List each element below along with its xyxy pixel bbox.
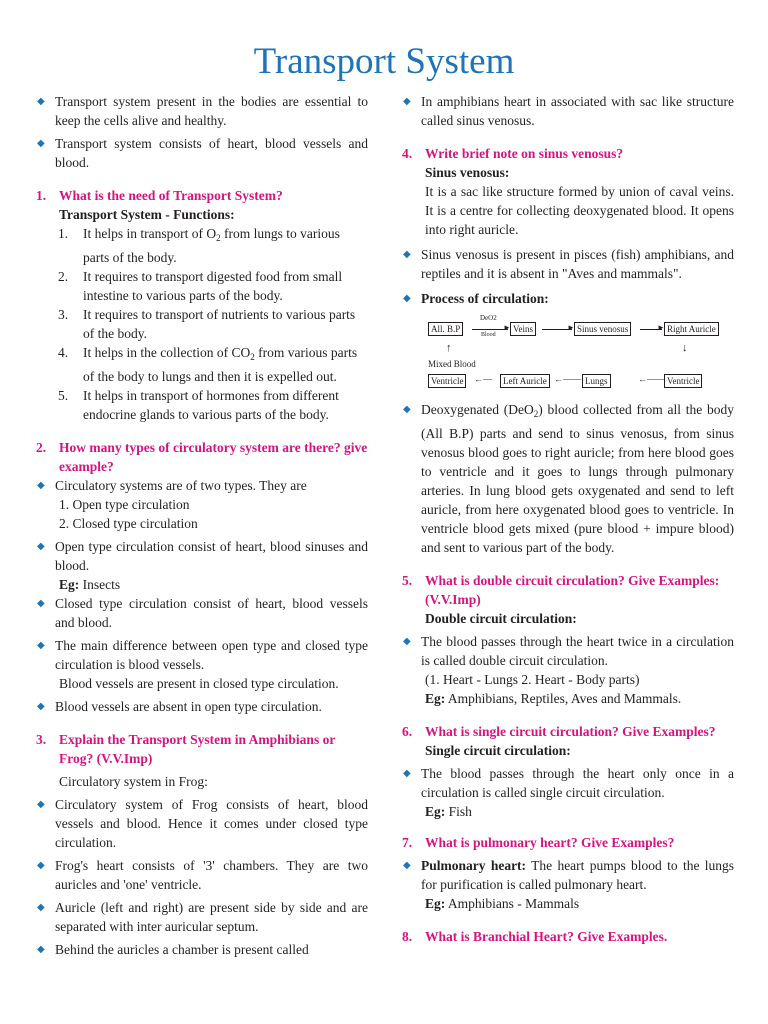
arrow-left: ←— (474, 374, 492, 384)
question-2: 2. How many types of circulatory system are there? give example? (36, 440, 368, 474)
q3-lead: Circulatory system in Frog: (59, 774, 208, 789)
intro-bullet-2: ◆ Transport system consists of heart, blood vessels and blood. (36, 134, 368, 172)
q3-bullet-4: ◆ Behind the auricles a chamber is present called (36, 940, 368, 959)
arrowhead: ► (657, 323, 665, 332)
q4-heading: Sinus venosus: (425, 165, 510, 180)
q3-bullet-1: ◆ Circulatory system of Frog consists of heart, blood vessels and blood. Hence it comes under closed type circulation. (36, 795, 368, 852)
q1-item-4: 4. It helps in the collection of $CO_2$ from various parts of the body to lungs and then it is expelled out. (58, 345, 358, 384)
deoxygenated-paragraph: ◆ Deoxygenated (DeO$_2$) blood collected from all the body (All B.P) parts and send to sinus venosus, from sinus venosus blood goes to right auricle; from here blood goes to ventricle and it goes to lungs through pulmonary arteries. In lung blood gets oxygenated and send to left auricle, from here oxygenated blood goes to ventricle. In ventricle blood gets mixed (pure blood + impure blood) and sent to various part of the body. (402, 400, 734, 557)
label-blood: Blood (481, 332, 496, 338)
circulation-diagram (402, 312, 734, 394)
q5-bullet-1: ◆ The blood passes through the heart twice in a circulation is called double circuit circulation. (402, 632, 734, 670)
q7-bullet-1: ◆ Pulmonary heart: The heart pumps blood to the lungs for purification is called pulmonary heart. (402, 856, 734, 894)
amphibian-bullet: ◆ In amphibians heart in associated with sac like structure called sinus venosus. (402, 92, 734, 130)
q3-bullet-2: ◆ Frog's heart consists of '3' chambers. They are two auricles and 'one' ventricle. (36, 856, 368, 894)
node-left-auricle: Left Auricle (500, 374, 550, 388)
intro-bullet-1: ◆ Transport system present in the bodies are essential to keep the cells alive and healthy. (36, 92, 368, 130)
q3-bullet-3: ◆ Auricle (left and right) are present side by side and are separated with inter auricular septum. (36, 898, 368, 936)
q2-example: Eg: Insects (59, 577, 121, 592)
q4-process-heading: ◆ Process of circulation: (402, 289, 734, 308)
node-ventricle-right: Ventricle (664, 374, 702, 388)
q1-item-5: 5. It helps in transport of hormones from different endocrine glands to various parts of the body. (58, 388, 339, 422)
arrow-down: ↓ (682, 342, 688, 354)
q4-bullet-1: ◆ Sinus venosus is present in pisces (fish) amphibians, and reptiles and it is absent in "Aves and mammals". (402, 245, 734, 283)
arrow-left: ←—— (638, 374, 665, 384)
arrow-left: ←—— (554, 374, 581, 384)
node-ventricle-left: Ventricle (428, 374, 466, 388)
q7-example: Eg: Amphibians - Mammals (425, 896, 580, 911)
question-1: 1. What is the need of Transport System? (36, 188, 283, 203)
arrowhead: ► (567, 323, 575, 332)
q2-bullet-3: ◆ Closed type circulation consist of heart, blood vessels and blood. (36, 594, 368, 632)
q2-bullet-5: ◆ Blood vessels are absent in open type circulation. (36, 697, 368, 716)
question-7: 7. What is pulmonary heart? Give Examples? (402, 835, 675, 850)
arrow-up: ↑ (446, 342, 452, 354)
node-veins: Veins (510, 322, 536, 336)
q1-item-1: 1. It helps in transport of $O_2$ from lungs to various parts of the body. (58, 226, 340, 265)
question-6: 6. What is single circuit circulation? Give Examples? (402, 724, 716, 739)
q5-example: Eg: Amphibians, Reptiles, Aves and Mammals. (425, 691, 682, 706)
node-sinus-venosus: Sinus venosus (574, 322, 631, 336)
right-column (402, 92, 734, 946)
q5-heading: Double circuit circulation: (425, 611, 577, 626)
q2-bullet-1: ◆ Circulatory systems are of two types. They are (36, 476, 368, 495)
q2-bullet-2: ◆ Open type circulation consist of heart, blood sinuses and blood. (36, 537, 368, 575)
question-3: 3. Explain the Transport System in Amphibians or Frog? (V.V.Imp) (36, 732, 336, 766)
q2-type-2: 2. Closed type circulation (59, 516, 198, 531)
q2-bullet-4: ◆ The main difference between open type and closed type circulation is blood vessels. (36, 636, 368, 674)
q1-item-2: 2. It requires to transport digested food from small intestine to various parts of the body. (58, 269, 343, 303)
q5-paren: (1. Heart - Lungs 2. Heart - Body parts) (425, 672, 640, 687)
q6-bullet-1: ◆ The blood passes through the heart only once in a circulation is called single circuit circulation. (402, 764, 734, 802)
node-all-bp: All. B.P (428, 322, 463, 336)
q1-item-3: 3. It requires to transport of nutrients to various parts of the body. (58, 307, 356, 341)
question-4: 4. Write brief note on sinus venosus? (402, 146, 624, 161)
q2-bullet-4-cont: Blood vessels are present in closed type circulation. (59, 676, 339, 691)
arrowhead: ► (503, 323, 511, 332)
q2-type-1: 1. Open type circulation (59, 497, 190, 512)
node-lungs: Lungs (582, 374, 611, 388)
q6-example: Eg: Fish (425, 804, 472, 819)
question-8: 8. What is Branchial Heart? Give Examples. (402, 929, 668, 944)
label-deo2: DeO2 (480, 314, 497, 322)
q6-heading: Single circuit circulation: (425, 743, 571, 758)
left-column (36, 92, 368, 959)
question-5: 5. What is double circuit circulation? Give Examples: (V.V.Imp) (402, 573, 720, 607)
node-right-auricle: Right Auricle (664, 322, 719, 336)
page-title: Transport System (253, 41, 515, 82)
label-mixed-blood: Mixed Blood (428, 359, 476, 369)
q4-paragraph: It is a sac like structure formed by union of caval veins. It is a centre for collecting deoxygenated blood. It opens into right auricle. (425, 184, 734, 237)
q1-heading: Transport System - Functions: (59, 207, 235, 222)
